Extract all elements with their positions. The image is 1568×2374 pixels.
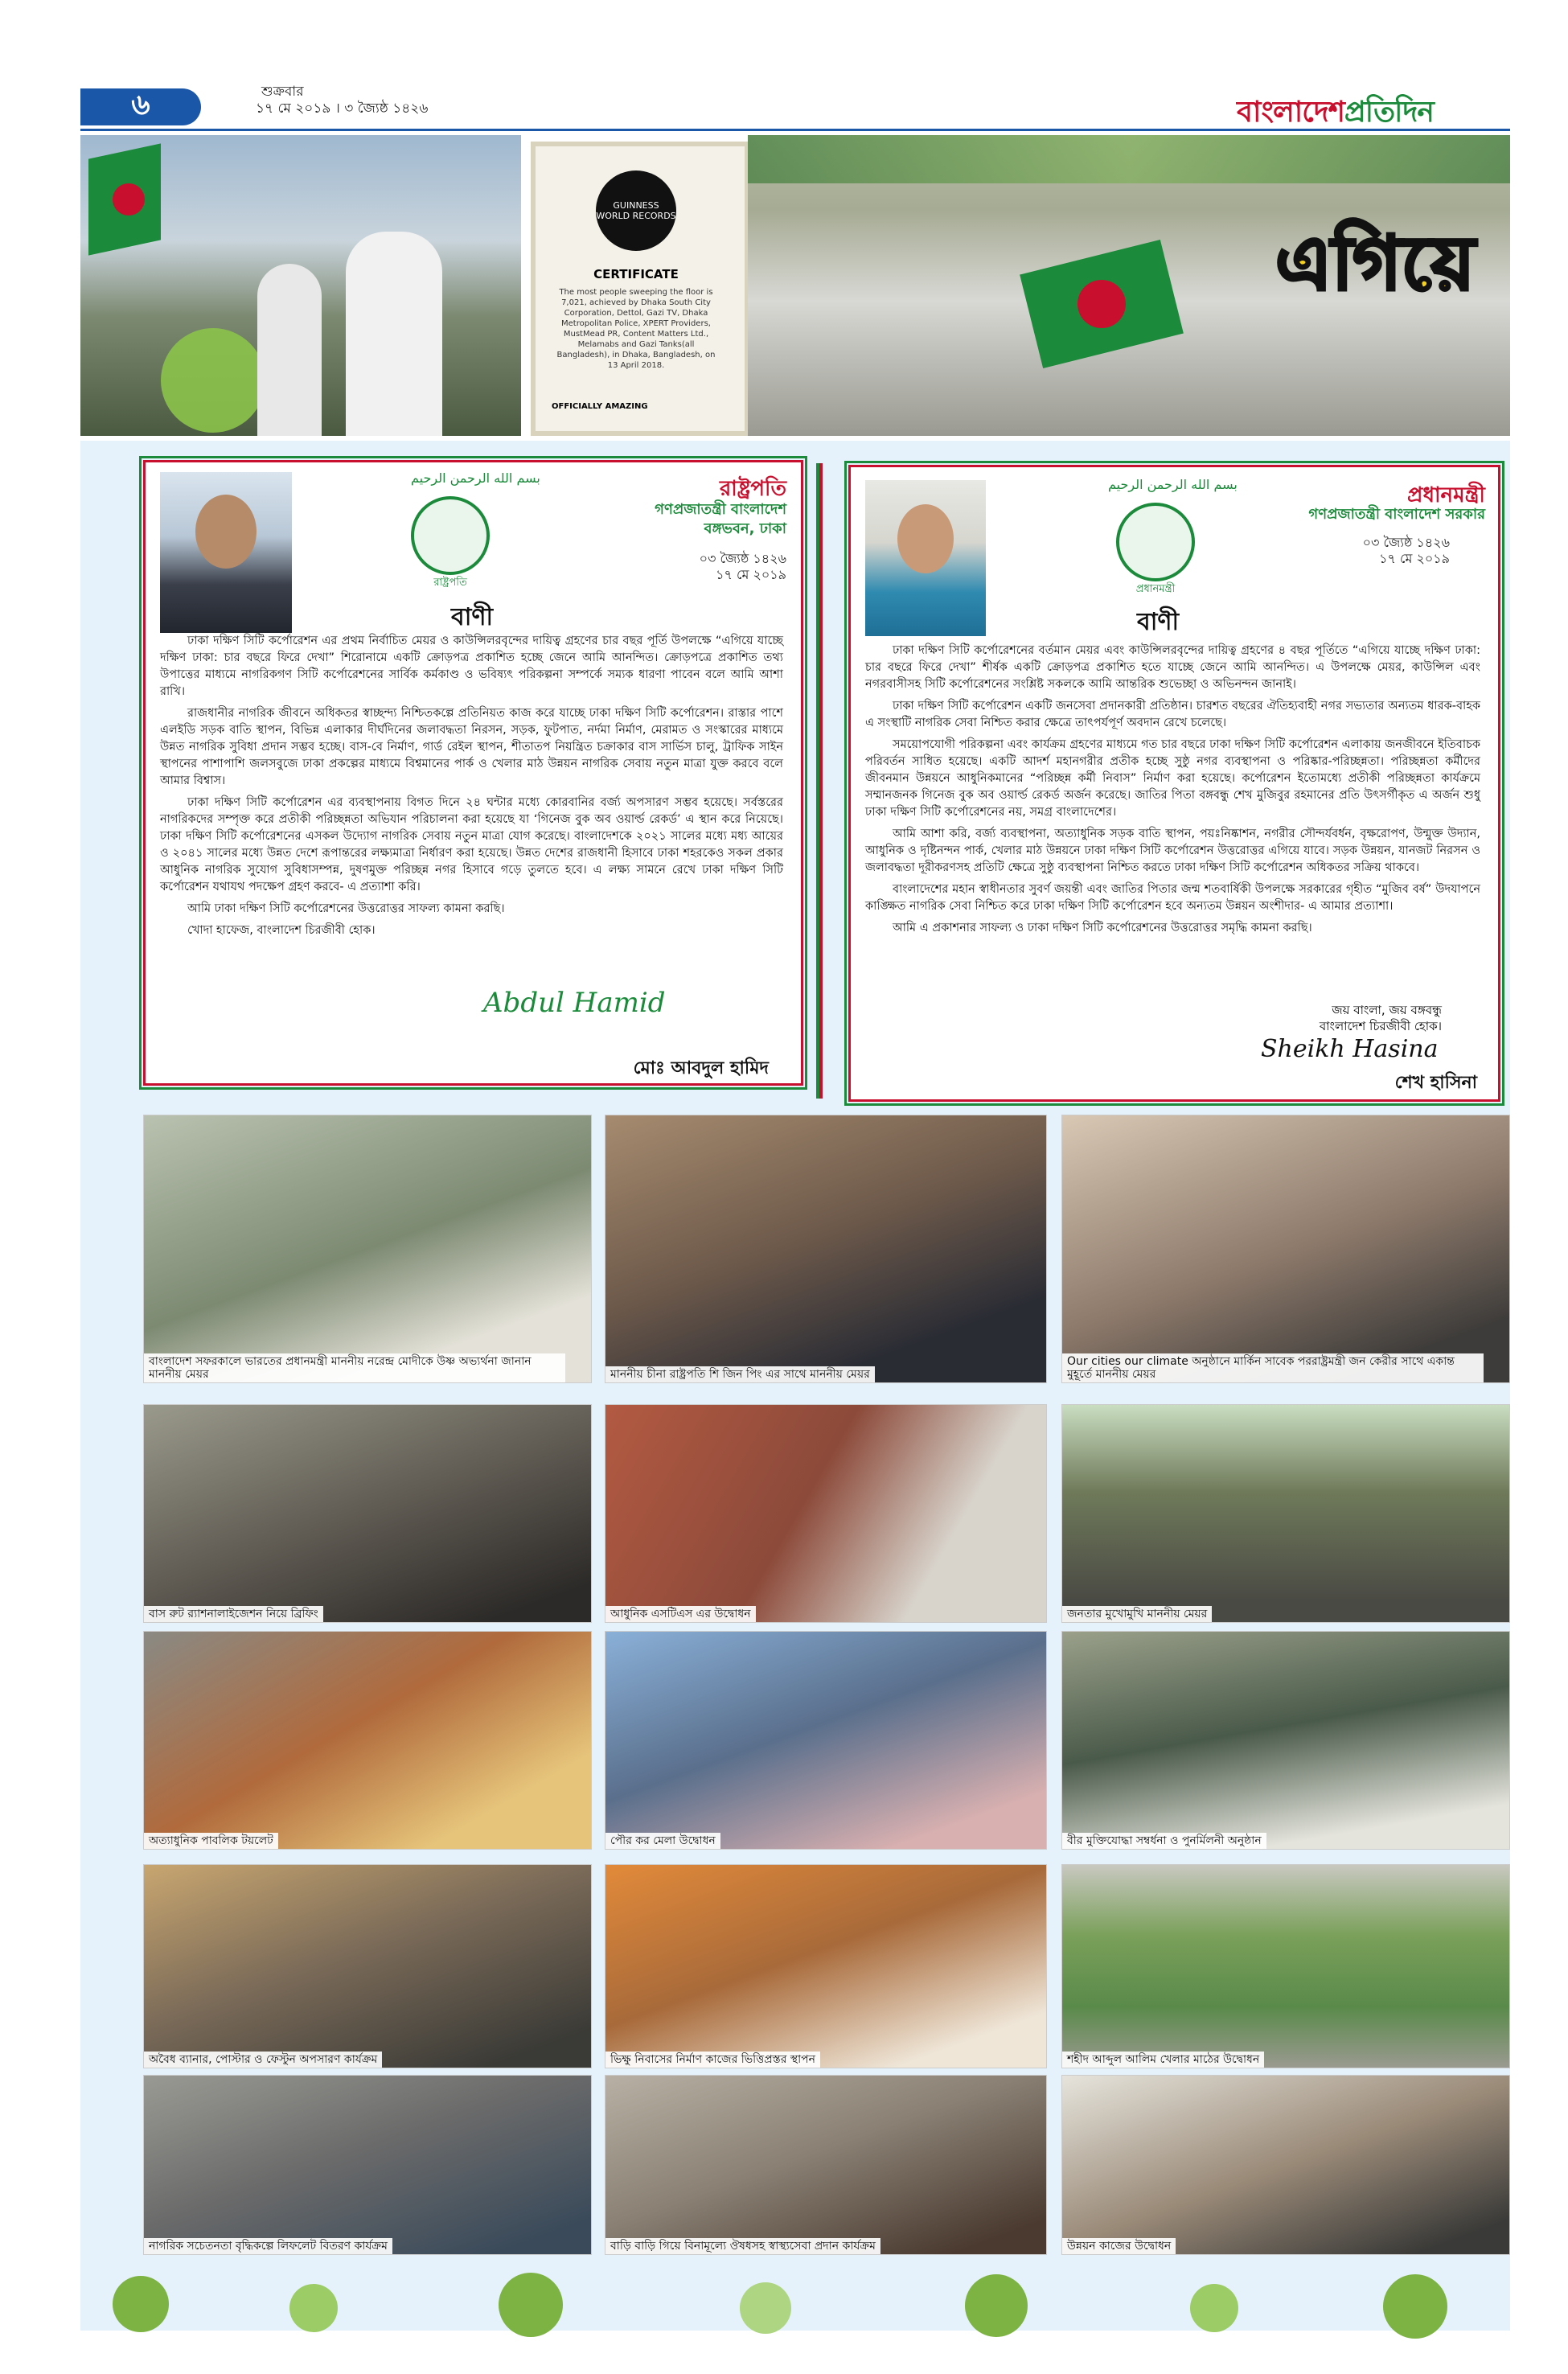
message-paragraph: আমি এ প্রকাশনার সাফল্য ও ঢাকা দক্ষিণ সিটি কর্পোরেশনের উত্তরোত্তর সমৃদ্ধি কামনা করছি। bbox=[893, 922, 1312, 934]
message-paragraph: সময়োপযোগী পরিকল্পনা এবং কার্যক্রম গ্রহণের মাধ্যমে গত চার বছরে ঢাকা দক্ষিণ সিটি কর্পোরেশন এলাকায় জনজীবনে ইতিবাচক পরিবর্তন সাধিত হয়েছে। একটি আদর্শ মহানগরীর প্রতীক হচ্ছে সুষ্ঠু নগর ব্যবস্থাপনা ও পরিষ্কার-পরিচ্ছন্নতা। পরিচ্ছন্নতা কর্মীদের জীবনমান উন্নয়নে আধুনিকমানের “পরিচ্ছন্ন কর্মী নিবাস” নির্মাণ করা হয়েছে। কর্পোরেশন ইতোমধ্যে প্রতীকী পরিচ্ছন্নতা কার্যক্রমে সম্মানজনক গিনেজ বুক অব ওয়ার্ল্ড রেকর্ড অর্জন করেছে। জাতির পিতা বঙ্গবন্ধু শেখ মুজিবুর রহমানের প্রতি উৎসর্গীকৃত এ অর্জন শুধু ঢাকা দক্ষিণ সিটি কর্পোরেশনের নয়, সমগ্র বাংলাদেশের। bbox=[865, 738, 1480, 819]
photo-caption: নাগরিক সচেতনতা বৃদ্ধিকল্পে লিফলেট বিতরণ কার্যক্রম bbox=[144, 2238, 392, 2254]
tree-icon bbox=[113, 2276, 169, 2332]
issue-date: ১৭ মে ২০১৯ । ৩ জ্যৈষ্ঠ ১৪২৬ bbox=[256, 101, 429, 117]
photo-item bbox=[605, 1631, 1047, 1850]
photo-caption: অবৈধ ব্যানার, পোস্টার ও ফেস্টুন অপসারণ কার্যক্রম bbox=[144, 2052, 382, 2068]
masthead[interactable] bbox=[1237, 90, 1434, 138]
photo-item bbox=[1061, 1404, 1510, 1623]
photo-caption: বাড়ি বাড়ি গিয়ে বিনামূল্যে ঔষধসহ স্বাস্থ্যসেবা প্রদান কার্যক্রম bbox=[605, 2238, 880, 2254]
certificate-title: CERTIFICATE bbox=[593, 267, 679, 281]
certificate-text: The most people sweeping the floor is 7,021, achieved by Dhaka South City Corporation, Dettol, Gazi TV, Dhaka Metropolitan Police, XPERT Providers, MustMead PR, Content Matters Ltd., Melamabs and Gazi Tanks(all Bangladesh), in Dhaka, Bangladesh, on 13 April 2018. bbox=[556, 288, 716, 370]
tree-icon bbox=[161, 328, 265, 433]
role-subtitle: গণপ্রজাতন্ত্রী বাংলাদেশ bbox=[655, 501, 786, 518]
person-white bbox=[346, 232, 442, 436]
certificate-footer: OFFICIALLY AMAZING bbox=[552, 402, 648, 411]
emblem-label: প্রধানমন্ত্রী bbox=[1135, 583, 1176, 595]
crowd-flag-disc-icon bbox=[1077, 280, 1126, 328]
role-title: রাষ্ট্রপতি bbox=[719, 477, 786, 501]
photo-item bbox=[605, 1115, 1047, 1383]
message-paragraph: ঢাকা দক্ষিণ সিটি কর্পোরেশন একটি জনসেবা প্রদানকারী প্রতিষ্ঠান। চারশত বছরের ঐতিহ্যবাহী নগর সভ্যতার অন্যতম ধারক-বাহক এ সংস্থাটি নাগরিক সেবা নিশ্চিত করার ক্ষেত্রে তাৎপর্যপূর্ণ অবদান রেখে চলেছে। bbox=[865, 700, 1480, 729]
message-date-en: ১৭ মে ২০১৯ bbox=[1379, 551, 1450, 566]
footer-decoration bbox=[80, 2266, 1510, 2331]
banner-photo-crowd bbox=[748, 135, 1510, 436]
photo-item bbox=[143, 2075, 592, 2255]
photo-item bbox=[143, 1631, 592, 1850]
photo-item bbox=[605, 1864, 1047, 2068]
bismillah: بسم الله الرحمن الرحيم bbox=[1108, 477, 1238, 492]
photo-item bbox=[1061, 1115, 1510, 1383]
banner-headline: এগিয়ে bbox=[1275, 220, 1475, 306]
portrait-face bbox=[195, 495, 257, 569]
message-paragraph: ঢাকা দক্ষিণ সিটি কর্পোরেশন এর ব্যবস্থাপনায় বিগত দিনে ২৪ ঘন্টার মধ্যে কোরবানির বর্জ্য অপসারণ সম্ভব হয়েছে। সর্বস্তরের নাগরিকদের সম্পৃক্ত করে প্রতীকী পরিচ্ছন্নতা অভিযান পরিচালনা করা হয়েছে যা ‘গিনেজ বুক অব ওয়ার্ল্ড রেকর্ড’ এ স্থান করে নিয়েছে। ঢাকা দক্ষিণ সিটি কর্পোরেশনের এসকল উদ্যোগ নাগরিক সেবায় নতুন মাত্রা যোগ করেছে। বাংলাদেশকে ২০২১ সালের মধ্যে মধ্য আয়ের ও ২০৪১ সালের মধ্যে উন্নত দেশে রূপান্তরের লক্ষ্যমাত্রা নির্ধারণ করা হয়েছে। উন্নত দেশের রাজধানী হিসাবে ঢাকা শহরকেও সকল প্রকার আধুনিক নাগরিক সুযোগ সুবিধাসম্পন্ন, দুষণমুক্ত পরিচ্ছন্ন নগর হিসাবে গড়ে তুলতে হবে। এ লক্ষ্য সামনে রেখে ঢাকা দক্ষিণ সিটি কর্পোরেশন যথাযথ পদক্ষেপ গ্রহণ করবে- এ প্রত্যাশা করি। bbox=[160, 796, 783, 893]
role-place: বঙ্গভবন, ঢাকা bbox=[704, 520, 786, 537]
photo-item bbox=[605, 2075, 1047, 2255]
flag-red-disc-icon bbox=[113, 183, 145, 216]
guinness-logo: GUINNESS WORLD RECORDS bbox=[596, 170, 676, 251]
green-leaves-icon bbox=[748, 135, 1510, 183]
photo-caption: বাংলাদেশ সফরকালে ভারতের প্রধানমন্ত্রী মাননীয় নরেন্দ্র মোদীকে উষ্ণ অভ্যর্থনা জানান মাননীয় মেয়র bbox=[144, 1353, 565, 1382]
photo-item bbox=[605, 1404, 1047, 1623]
photo-caption: অত্যাধুনিক পাবলিক টয়লেট bbox=[144, 1833, 278, 1849]
panel-divider bbox=[816, 463, 823, 1099]
president-signature: Abdul Hamid bbox=[483, 987, 666, 1019]
message-body bbox=[160, 633, 783, 944]
message-paragraph: রাজধানীর নাগরিক জীবনে অধিকতর স্বাচ্ছন্দ্য নিশ্চিতকল্পে প্রতিনিয়ত কাজ করে যাচ্ছে ঢাকা দক্ষিণ সিটি কর্পোরেশন। রাস্তার পাশে এলইডি সড়ক বাতি স্থাপন, বিভিন্ন এলাকার দীর্ঘদিনের জলাবদ্ধতা নিরসন, সড়ক, ফুটপাত, নর্দমা নির্মাণ, মেরামত ও সংস্কারের মাধ্যমে উন্নত নাগরিক সুবিধা প্রদান সম্ভব হচ্ছে। বাস-বে নির্মাণ, গার্ড রেইল স্থাপন, শীতাতপ নিয়ন্ত্রিত চক্রাকার বাস সার্ভিস চালু, ট্রাফিক সাইন স্থাপনের পাশাপাশি জলসবুজে ঢাকা প্রকল্পের মাধ্যমে বিশ্বমানের পার্ক ও খেলার মাঠ উন্নয়ন নাগরিক সেবায় নতুন মাত্রা যুক্ত করবে বলে আমার বিশ্বাস। bbox=[160, 707, 783, 787]
header-rule bbox=[80, 129, 1510, 131]
photo-caption: বীর মুক্তিযোদ্ধা সম্বর্ধনা ও পুনর্মিলনী অনুষ্ঠান bbox=[1062, 1833, 1266, 1849]
tree-icon bbox=[1383, 2274, 1447, 2339]
photo-caption: শহীদ আব্দুল আলিম খেলার মাঠের উদ্বোধন bbox=[1062, 2052, 1264, 2068]
page-number: ৬ bbox=[80, 88, 201, 125]
photo-item bbox=[1061, 1864, 1510, 2068]
closing-line: জয় বাংলা, জয় বঙ্গবন্ধু bbox=[1332, 1003, 1442, 1017]
photo-caption: ভিক্ষু নিবাসের নির্মাণ কাজের ভিত্তিপ্রস্তর স্থাপন bbox=[605, 2052, 820, 2068]
photo-caption: জনতার মুখোমুখি মাননীয় মেয়র bbox=[1062, 1606, 1212, 1622]
signatory-name: শেখ হাসিনা bbox=[1394, 1073, 1477, 1093]
message-heading: বাণী bbox=[451, 603, 494, 631]
bismillah: بسم الله الرحمن الرحيم bbox=[411, 470, 540, 486]
person-white bbox=[257, 264, 322, 436]
photo-item bbox=[1061, 1631, 1510, 1850]
closing-line: বাংলাদেশ চিরজীবী হোক। bbox=[1319, 1019, 1442, 1033]
masthead-part1: বাংলাদেশ bbox=[1237, 95, 1344, 129]
role-title: প্রধানমন্ত্রী bbox=[1407, 483, 1485, 507]
photo-caption: মাননীয় চীনা রাষ্ট্রপতি শি জিন পিং এর সাথে মাননীয় মেয়র bbox=[605, 1366, 875, 1382]
message-date-bn: ০৩ জ্যৈষ্ঠ ১৪২৬ bbox=[699, 551, 786, 566]
photo-item bbox=[143, 1404, 592, 1623]
issue-day: শুক্রবার bbox=[261, 84, 304, 100]
photo-item bbox=[143, 1115, 592, 1383]
photo-caption: বাস রুট র‍্যাশনালাইজেশন নিয়ে ব্রিফিং bbox=[144, 1606, 323, 1622]
photo-item bbox=[143, 1864, 592, 2068]
photo-caption: Our cities our climate অনুষ্ঠানে মার্কিন সাবেক পররাষ্ট্রমন্ত্রী জন কেরীর সাথে একান্ত মুহূর্তে মাননীয় মেয়র bbox=[1062, 1353, 1484, 1382]
message-paragraph: ঢাকা দক্ষিণ সিটি কর্পোরেশন এর প্রথম নির্বাচিত মেয়র ও কাউন্সিলরবৃন্দের দায়িত্ব গ্রহণের চার বছর পূর্তি উপলক্ষে “এগিয়ে যাচ্ছে দক্ষিণ ঢাকা: চার বছরে ফিরে দেখা” শিরোনামে একটি ক্রোড়পত্র প্রকাশিত হচ্ছে জেনে আমি আনন্দিত। ক্রোড়পত্রে প্রকাশিত তথ্য উপাত্তের মাধ্যমে নাগরিকগণ সিটি কর্পোরেশনের সার্বিক কর্মকাণ্ড ও ভবিষ্যৎ পরিকল্পনা সম্পর্কে সম্যক ধারণা পাবেন বলে আমি আশা রাখি। bbox=[160, 635, 783, 698]
pm-message bbox=[848, 465, 1500, 1102]
bangladesh-emblem-icon bbox=[1116, 503, 1195, 581]
message-date-en: ১৭ মে ২০১৯ bbox=[716, 567, 786, 582]
photo-caption: উন্নয়ন কাজের উদ্বোধন bbox=[1062, 2238, 1176, 2254]
message-paragraph: খোদা হাফেজ, বাংলাদেশ চিরজীবী হোক। bbox=[187, 924, 376, 937]
portrait-face bbox=[897, 504, 954, 573]
tree-icon bbox=[1190, 2284, 1238, 2332]
tree-icon bbox=[965, 2274, 1028, 2337]
photo-caption: পৌর কর মেলা উদ্বোধন bbox=[605, 1833, 720, 1849]
emblem-label: রাষ্ট্রপতি bbox=[433, 577, 467, 589]
guinness-certificate bbox=[531, 142, 749, 436]
banner-photo-mayor-rally bbox=[80, 135, 521, 436]
message-paragraph: ঢাকা দক্ষিণ সিটি কর্পোরেশনের বর্তমান মেয়র এবং কাউন্সিলরবৃন্দের দায়িত্ব গ্রহণের ৪ বছর পূর্তিতে “এগিয়ে যাচ্ছে দক্ষিণ ঢাকা: চার বছরে ফিরে দেখা” শীর্ষক একটি ক্রোড়পত্র প্রকাশিত হতে যাচ্ছে জেনে আমি আনন্দিত। এ উপলক্ষে মেয়র, কাউন্সিল এবং নগরবাসীসহ সিটি কর্পোরেশনের সংশ্লিষ্ট সকলকে আমি আন্তরিক শুভেচ্ছা ও অভিনন্দন জানাই। bbox=[865, 644, 1480, 691]
message-paragraph: বাংলাদেশের মহান স্বাধীনতার সুবর্ণ জয়ন্তী এবং জাতির পিতার জন্ম শতবার্ষিকী উপলক্ষে সরকারের গৃহীত “মুজিব বর্ষ” উদযাপনে কাঙ্ক্ষিত নাগরিক সেবা নিশ্চিত করে ঢাকা দক্ষিণ সিটি কর্পোরেশন হবে অন্যতম উন্নয়ন অংশীদার- এ আমার প্রত্যাশা। bbox=[865, 883, 1480, 913]
tree-icon bbox=[740, 2282, 791, 2334]
photo-item bbox=[1061, 2075, 1510, 2255]
pm-signature: Sheikh Hasina bbox=[1261, 1035, 1439, 1063]
message-body bbox=[865, 643, 1480, 942]
bangladesh-emblem-icon bbox=[411, 496, 490, 575]
message-paragraph: আমি ঢাকা দক্ষিণ সিটি কর্পোরেশনের উত্তরোত্তর সাফল্য কামনা করছি। bbox=[187, 902, 505, 915]
masthead-part2: প্রতিদিন bbox=[1344, 95, 1434, 129]
tree-icon bbox=[289, 2284, 338, 2332]
message-heading: বাণী bbox=[1137, 608, 1180, 636]
message-date-bn: ০৩ জ্যৈষ্ঠ ১৪২৬ bbox=[1362, 535, 1450, 550]
message-paragraph: আমি আশা করি, বর্জ্য ব্যবস্থাপনা, অত্যাধুনিক সড়ক বাতি স্থাপন, পয়ঃনিষ্কাশন, নগরীর সৌন্দর্যবর্ধন, বৃক্ষরোপণ, উন্মুক্ত উদ্যান, আধুনিক ও দৃষ্টিনন্দন পার্ক, খেলার মাঠ উন্নয়নে ঢাকা দক্ষিণ সিটি কর্পোরেশন উত্তরোত্তর এগিয়ে যাবে। সড়ক উন্নয়ন, যানজট নিরসন ও জলাবদ্ধতা দূরীকরণসহ প্রতিটি ক্ষেত্রে সুষ্ঠু ব্যবস্থাপনা নিশ্চিত করতে ঢাকা দক্ষিণ সিটি কর্পোরেশন অধিকতর সক্রিয় থাকবে। bbox=[865, 828, 1480, 874]
role-subtitle: গণপ্রজাতন্ত্রী বাংলাদেশ সরকার bbox=[1308, 506, 1485, 523]
tree-icon bbox=[499, 2273, 563, 2337]
signatory-name: মোঃ আবদুল হামিদ bbox=[633, 1058, 769, 1078]
president-message bbox=[143, 460, 803, 1086]
photo-caption: আধুনিক এসটিএস এর উদ্বোধন bbox=[605, 1606, 756, 1622]
